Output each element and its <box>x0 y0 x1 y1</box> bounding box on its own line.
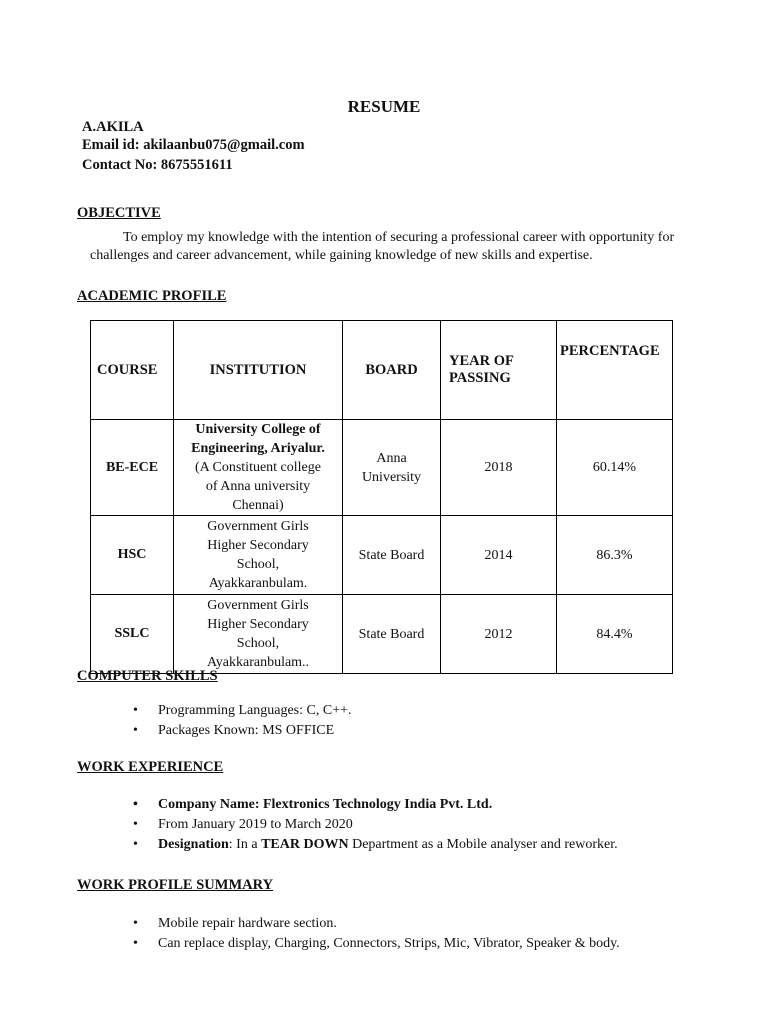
institution-cell: Government Girls Higher Secondary School, Ayakkaranbulam. <box>174 516 343 595</box>
board-cell: State Board <box>343 595 441 674</box>
designation-post: Department as a Mobile analyser and reworker. <box>348 837 618 852</box>
computer-skills-heading: COMPUTER SKILLS <box>77 668 218 684</box>
designation-pre: : In a <box>228 837 262 852</box>
work-experience-heading: WORK EXPERIENCE <box>77 759 224 775</box>
contact-line: Contact No: 8675551611 <box>82 157 233 173</box>
email-line: Email id: akilaanbu075@gmail.com <box>82 137 305 153</box>
list-item: • Can replace display, Charging, Connectors, Strips, Mic, Vibrator, Speaker & body. <box>0 934 620 954</box>
list-item: • Programming Languages: C, C++. <box>0 701 352 721</box>
course-cell: HSC <box>91 516 174 595</box>
board-cell: State Board <box>343 516 441 595</box>
year-cell: 2018 <box>441 420 557 516</box>
year-cell: 2014 <box>441 516 557 595</box>
col-board: BOARD <box>343 321 441 420</box>
list-item: • From January 2019 to March 2020 <box>0 815 618 835</box>
percentage-cell: 84.4% <box>557 595 673 674</box>
table-header-row <box>91 321 673 420</box>
objective-heading: OBJECTIVE <box>77 205 161 221</box>
candidate-name: A.AKILA <box>82 119 144 135</box>
course-cell: SSLC <box>91 595 174 674</box>
percentage-cell: 60.14% <box>557 420 673 516</box>
institution-cell: Government Girls Higher Secondary School, Ayakkaranbulam.. <box>174 595 343 674</box>
table-row <box>91 516 673 595</box>
list-item: • Company Name: Flextronics Technology India Pvt. Ltd. <box>0 795 618 815</box>
list-item <box>0 835 618 855</box>
work-experience-list <box>0 795 618 855</box>
institution-cell <box>174 420 343 516</box>
table-row <box>91 420 673 516</box>
objective-text: To employ my knowledge with the intention of securing a professional career with opportunity for challenges and career advancement, while gaining knowledge of new skills and expertise. <box>90 230 675 263</box>
institution-note: (A Constituent college of Anna university Chennai) <box>195 460 321 513</box>
designation-label: Designation <box>158 837 229 852</box>
course-cell: BE-ECE <box>91 420 174 516</box>
work-profile-heading: WORK PROFILE SUMMARY <box>77 877 274 893</box>
table-row <box>91 595 673 674</box>
col-percentage: PERCENTAGE <box>557 321 673 420</box>
col-year: YEAR OF PASSING <box>441 321 557 420</box>
col-course: COURSE <box>91 321 174 420</box>
list-item: • Mobile repair hardware section. <box>0 914 620 934</box>
academic-table <box>90 320 673 674</box>
resume-title: RESUME <box>347 97 421 116</box>
academic-heading: ACADEMIC PROFILE <box>77 288 227 304</box>
percentage-cell: 86.3% <box>557 516 673 595</box>
computer-skills-list <box>0 701 352 741</box>
work-profile-list <box>0 914 620 954</box>
institution-name: University College of Engineering, Ariyalur. <box>191 422 325 456</box>
board-cell: Anna University <box>343 420 441 516</box>
col-institution: INSTITUTION <box>174 321 343 420</box>
year-cell: 2012 <box>441 595 557 674</box>
list-item: • Packages Known: MS OFFICE <box>0 721 352 741</box>
designation-dept: TEAR DOWN <box>261 837 349 852</box>
